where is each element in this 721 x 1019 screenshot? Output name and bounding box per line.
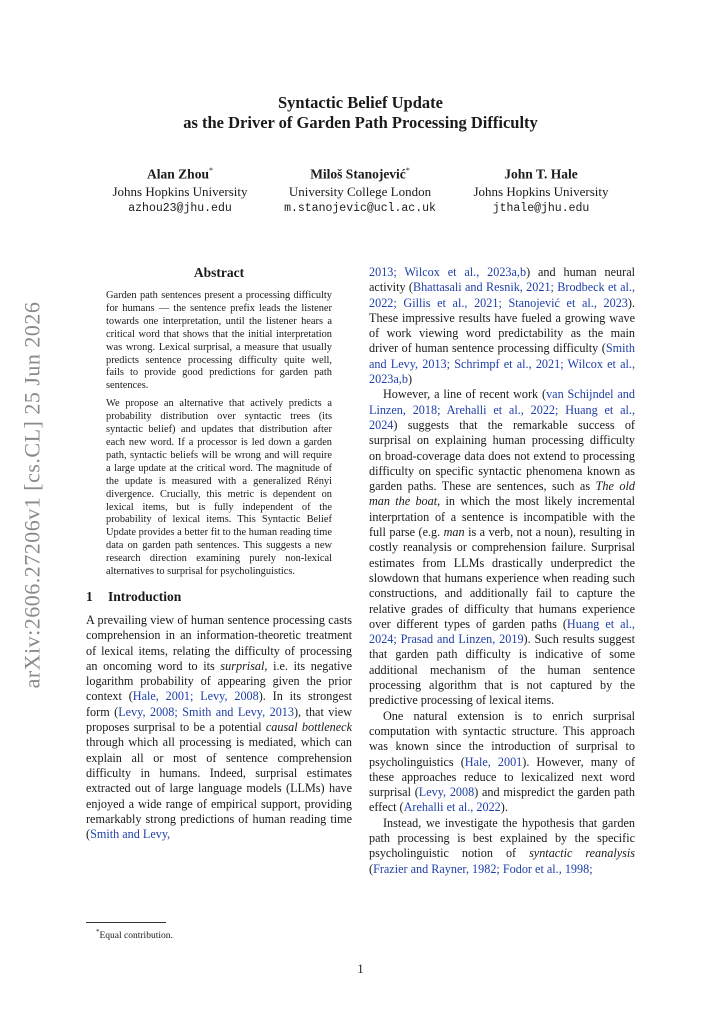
author-2 bbox=[260, 162, 460, 217]
author-name: John T. Hale bbox=[504, 166, 578, 182]
intro-paragraph-2: However, a line of recent work (van Schijndel and Linzen, 2018; Arehalli et al., 2022; Huang et al., 2024) suggests that the remarkable success of surprisal on explaining human processing difficulty on broad-coverage data does not extend to processing difficulty on specific syntactic phenomena known as garden paths. These are sentences, such as The old man the boat, in which the most likely incremental interprtation of a sentence is incompatible with the full parse (e.g. man is a verb, not a noun), resulting in costly reanalysis or comprehension failure. Surprisal estimates from LLMs drastically underpredict the slowdown that humans experience when reading such constructions, and additionally fail to capture the relative grades of difficulty that humans experience over different types of garden paths (Huang et al., 2024; Prasad and Linzen, 2019). Such results suggest that garden path difficulty is indicative of some additional mechanism of the human sentence processing algorithm that is not captured by the predictive processing of lexical items. bbox=[369, 387, 636, 708]
arxiv-stamp-text: arXiv:2606.27206v1 [cs.CL] 25 Jun 2026 bbox=[19, 301, 45, 689]
author-name: Alan Zhou* bbox=[147, 166, 213, 182]
author-1 bbox=[80, 162, 280, 217]
abstract-heading: Abstract bbox=[193, 265, 245, 280]
page-number: 1 bbox=[357, 962, 364, 976]
author-name: Miloš Stanojević* bbox=[310, 166, 410, 182]
author-3 bbox=[441, 162, 641, 217]
intro-paragraph-3: One natural extension is to enrich surprisal computation with syntactic structure. This approach was known since the introduction of surprisal to psycholinguistics (Hale, 2001). However, many of these approaches reduce to lexicalized next word surprisal (Levy, 2008) and mispredict the garden path effect (Arehalli et al., 2022). bbox=[369, 708, 636, 815]
citation-link[interactable]: Smith and Levy, 2013; Schrimpf et al., 2021; Wilcox et al., 2023a,b bbox=[369, 341, 635, 387]
citation-link[interactable]: Hale, 2001; Levy, 2008 bbox=[132, 689, 259, 704]
footnote-divider bbox=[86, 922, 166, 923]
abstract-paragraph-2: We propose an alternative that actively predicts a probability distribution over syntactic trees (its syntactic belief) and updates that distribution after each new word. If a processor is led down a garden path, syntactic beliefs will be wrong and will require a large update at the critical word. The magnitude of the update is measured with a generalized Rényi divergence. Crucially, this metric is dependent on lexical items, but is fully independent of the probability of lexical items. This Syntactic Belief Update provides a better fit to the human reading time data on garden path sentences. This suggests a new research direction examining purely non-lexical alternatives to surprisal for psycholinguistics. bbox=[106, 398, 332, 578]
section-heading-introduction bbox=[86, 589, 352, 605]
citation-link[interactable]: Hale, 2001 bbox=[464, 754, 523, 769]
paper-title bbox=[0, 93, 721, 133]
author-affiliation: Johns Hopkins University bbox=[473, 183, 609, 199]
intro-paragraph-1: A prevailing view of human sentence processing casts comprehension in an information-theoretic treatment of lexical items, relating the difficulty of processing an oncoming word to its surprisal, i.e. its negative logarithm probability of appearing given the prior context (Hale, 2001; Levy, 2008). In its strongest form (Levy, 2008; Smith and Levy, 2013), that view proposes surprisal to be a potential causal bottleneck through which all processing is mediated, which can explain all or most of sentence comprehension difficulty in humans. Indeed, surprisal estimates extracted out of large language models (LLMs) have enjoyed a wide range of empirical support, providing remarkably strong predictions of human reading time (Smith and Levy, bbox=[86, 612, 353, 842]
citation-link[interactable]: Huang et al., 2024; Prasad and Linzen, 2019 bbox=[369, 616, 635, 647]
abstract-paragraph-1: Garden path sentences present a processing difficulty for humans — the sentence prefix leads the listener towards one interpretation, until the listener hears a critical word that shows that the initial interpretation was wrong. Lexical surprisal, a measure that usually predicts sentence processing difficulty quite well, fails to provide good predictions for garden path sentences. bbox=[106, 290, 332, 392]
citation-link[interactable]: Bhattasali and Resnik, 2021; Brodbeck et al., 2022; Gillis et al., 2021; Stanojević et al., 2023 bbox=[369, 280, 635, 310]
citation-link[interactable]: Levy, 2008; Smith and Levy, 2013 bbox=[118, 704, 294, 719]
citation-link[interactable]: Smith and Levy, bbox=[90, 827, 171, 842]
author-affiliation: University College London bbox=[288, 183, 432, 199]
author-email[interactable]: m.stanojevic@ucl.ac.uk bbox=[284, 201, 436, 215]
left-column bbox=[86, 265, 352, 842]
citation-link[interactable]: Levy, 2008 bbox=[418, 785, 475, 800]
arxiv-identifier-stamp bbox=[14, 300, 50, 690]
author-email[interactable]: jthale@jhu.edu bbox=[492, 201, 590, 215]
section-title: Introduction bbox=[108, 588, 182, 604]
citation-link[interactable]: 2013; Wilcox et al., 2023a,b bbox=[369, 265, 527, 279]
right-column bbox=[369, 265, 635, 877]
author-email[interactable]: azhou23@jhu.edu bbox=[128, 201, 232, 215]
section-number: 1 bbox=[86, 588, 93, 604]
author-affiliation: Johns Hopkins University bbox=[112, 183, 248, 199]
title-line-1: Syntactic Belief Update bbox=[278, 93, 443, 112]
intro-paragraph-4: Instead, we investigate the hypothesis that garden path processing is best explained by the specific psycholinguistic notion of syntactic reanalysis (Frazier and Rayner, 1982; Fodor et al., 1998; bbox=[369, 815, 635, 876]
footnote: *Equal contribution. bbox=[96, 928, 173, 942]
citation-link[interactable]: Arehalli et al., 2022 bbox=[403, 800, 501, 815]
citation-link[interactable]: van Schijndel and Linzen, 2018; Arehalli et al., 2022; Huang et al., 2024 bbox=[369, 387, 635, 432]
title-line-2: as the Driver of Garden Path Processing Difficulty bbox=[183, 113, 538, 132]
citation-link[interactable]: Frazier and Rayner, 1982; Fodor et al., 1998; bbox=[373, 861, 593, 876]
intro-paragraph-1-continued: 2013; Wilcox et al., 2023a,b) and human neural activity (Bhattasali and Resnik, 2021; Brodbeck et al., 2022; Gillis et al., 2021; Stanojević et al., 2023). These impressive results have fueled a growing wave of work viewing word predictability as the main driver of human sentence processing difficulty (Smith and Levy, 2013; Schrimpf et al., 2021; Wilcox et al., 2023a,b) bbox=[369, 265, 635, 387]
